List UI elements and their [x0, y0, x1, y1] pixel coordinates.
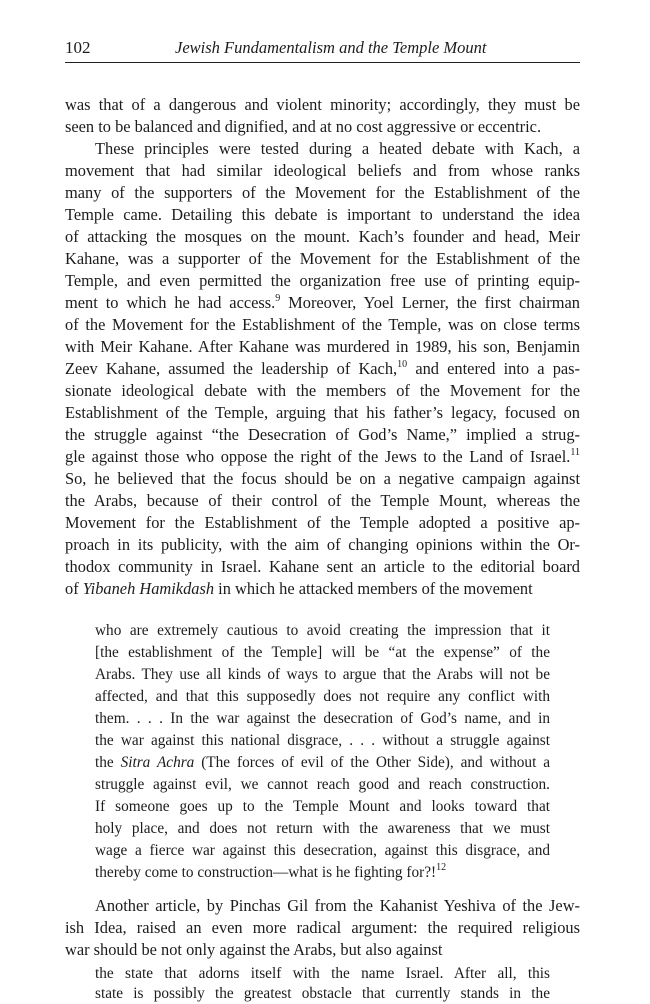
text-segment: (The forces of evil of the Other Side), and without a: [194, 754, 550, 771]
text-segment: gle against those who oppose the right of the Jews to the Land of Israel.: [65, 447, 571, 466]
text-line: So, he believed that the focus should be on a negative campaign against: [65, 469, 580, 488]
text-segment: ment to which he had access.: [65, 293, 276, 312]
journal-title: Yibaneh Hamikdash: [82, 579, 215, 598]
text-line: of the Movement for the Establishment of the Temple, was on close terms: [65, 315, 580, 334]
text-line: Temple came. Detailing this debate is important to understand the idea: [65, 205, 580, 224]
quote-line: state is possibly the greatest obstacle that currently stands in the: [95, 985, 550, 1002]
text-line: was that of a dangerous and violent minority; accordingly, they must be: [65, 95, 580, 114]
quote-line: struggle against evil, we cannot reach good and reach construction.: [95, 776, 550, 793]
text-line: [65, 447, 580, 467]
text-line: Establishment of the Temple, arguing that his father’s legacy, focused on: [65, 403, 580, 422]
text-line: thodox community in Israel. Kahane sent an article to the editorial board: [65, 557, 580, 576]
text-line: seen to be balanced and dignified, and at no cost aggressive or eccentric.: [65, 117, 542, 136]
text-line: [65, 293, 580, 313]
text-line: Temple, and even permitted the organization free use of printing equip-: [65, 271, 580, 290]
running-title: Jewish Fundamentalism and the Temple Mount: [175, 38, 487, 57]
quote-line: the war against this national disgrace, . . . without a struggle against: [95, 732, 550, 749]
italic-term: Sitra Achra: [120, 754, 195, 771]
text-line: the Arabs, because of their control of the Temple Mount, whereas the: [65, 491, 580, 510]
footnote-ref: 12: [436, 862, 447, 873]
page-header: [65, 36, 580, 63]
text-line: Kahane, was a supporter of the Movement for the Establishment of the: [65, 249, 580, 268]
quote-line: the state that adorns itself with the name Israel. After all, this: [95, 965, 550, 982]
quote-line: [95, 753, 550, 773]
text-line: many of the supporters of the Movement for the Establishment of the: [65, 183, 580, 202]
text-line: war should be not only against the Arabs, but also against: [65, 940, 443, 959]
text-line: movement that had similar ideological beliefs and from whose ranks: [65, 161, 580, 180]
quote-line: wage a fierce war against this desecration, against this disgrace, and: [95, 842, 550, 859]
quote-line: [the establishment of the Temple] will be “at the expense” of the: [95, 644, 550, 661]
text-line: These principles were tested during a heated debate with Kach, a: [95, 139, 580, 158]
footnote-ref: 10: [397, 359, 408, 370]
text-segment: and entered into a pas-: [407, 359, 581, 378]
text-line: [65, 359, 580, 379]
text-segment: the: [95, 754, 121, 771]
text-line: [65, 579, 580, 599]
quote-line: [95, 863, 550, 883]
quote-line: Arabs. They use all kinds of ways to argue that the Arabs will not be: [95, 666, 550, 683]
text-segment: Moreover, Yoel Lerner, the first chairman: [280, 293, 580, 312]
text-line: proach in its publicity, with the aim of changing opinions within the Or-: [65, 535, 580, 554]
text-segment: thereby come to construction—what is he fighting for?!: [95, 864, 437, 881]
page-number: 102: [65, 38, 91, 57]
text-line: Movement for the Establishment of the Temple adopted a positive ap-: [65, 513, 580, 532]
quote-line: If someone goes up to the Temple Mount and looks toward that: [95, 798, 550, 815]
quote-line: who are extremely cautious to avoid creating the impression that it: [95, 622, 550, 639]
text-line: of attacking the mosques on the mount. Kach’s founder and head, Meir: [65, 227, 580, 246]
quote-line: holy place, and does not return with the awareness that we must: [95, 820, 550, 837]
text-segment: of: [65, 579, 83, 598]
quote-line: affected, and that this supposedly does not require any conflict with: [95, 688, 550, 705]
text-segment: in which he attacked members of the movement: [214, 579, 533, 598]
text-line: the struggle against “the Desecration of God’s Name,” implied a strug-: [65, 425, 580, 444]
text-line: with Meir Kahane. After Kahane was murdered in 1989, his son, Benjamin: [65, 337, 580, 356]
footnote-ref: 9: [275, 293, 281, 304]
quote-line: them. . . . In the war against the desecration of God’s name, and in: [95, 710, 550, 727]
text-line: Another article, by Pinchas Gil from the Kahanist Yeshiva of the Jew-: [95, 896, 580, 915]
text-segment: Zeev Kahane, assumed the leadership of Kach,: [65, 359, 398, 378]
footnote-ref: 11: [570, 447, 580, 458]
text-line: ish Idea, raised an even more radical argument: the required religious: [65, 918, 580, 937]
text-line: sionate ideological debate with the members of the Movement for the: [65, 381, 580, 400]
